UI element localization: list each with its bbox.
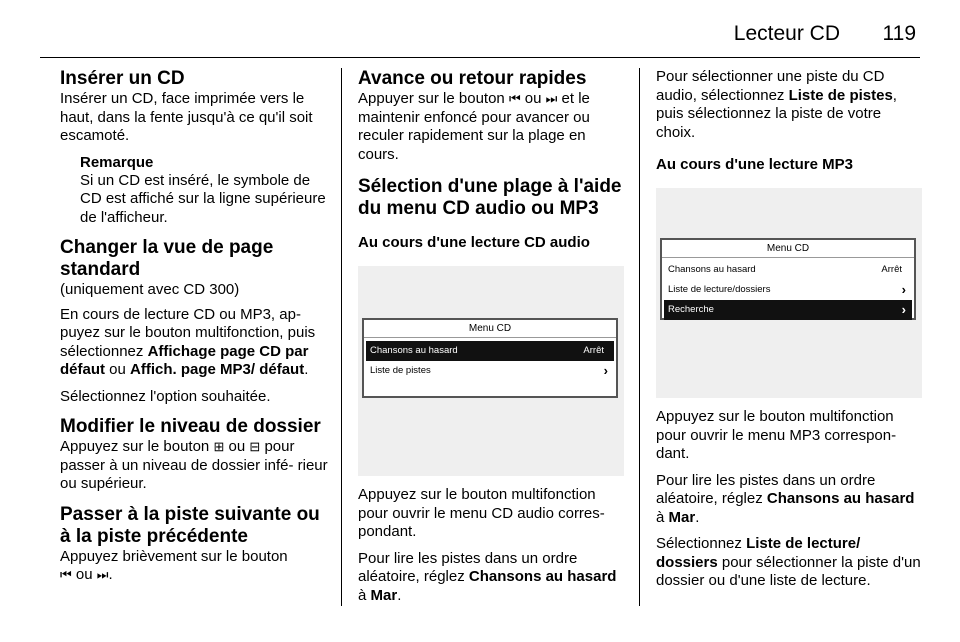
cd-menu-display: [362, 318, 618, 398]
paragraph-open-mp3-menu: Appuyez sur le bouton multifonction pour ouvrir le menu MP3 correspon- dant.: [656, 408, 897, 462]
menu-title: Menu CD: [662, 240, 914, 258]
heading-mp3: Au cours d'une lecture MP3: [656, 156, 853, 173]
cd-menu-screenshot: [358, 266, 624, 476]
chevron-right-icon: ›: [901, 282, 906, 297]
note-block: [80, 154, 332, 228]
column-3: [656, 68, 922, 591]
section-title: Lecteur CD: [733, 22, 840, 45]
heading-folder-level: Modifier le niveau de dossier: [60, 416, 321, 437]
column-divider: [639, 68, 640, 606]
heading-next-track: Passer à la piste suivante ou à la piste précédente: [60, 503, 320, 547]
heading-change-view: Changer la vue de page standard: [60, 237, 274, 280]
folder-down-icon: ⊟: [249, 439, 261, 454]
heading-insert-cd: Insérer un CD: [60, 68, 185, 89]
paragraph-change-view: En cours de lecture CD ou MP3, ap- puyez sur le bouton multifonction, puis sélectionnez Affichage page CD par défaut ou Affich. page MP3/ défaut.: [60, 305, 316, 378]
paragraph-random-mp3: Pour lire les pistes dans un ordre aléatoire, réglez Chansons au hasard à Mar.: [656, 471, 915, 526]
menu-row-random: Chansons au hasard Arrêt: [668, 264, 902, 275]
paragraph-insert-cd: Insérer un CD, face imprimée vers le haut, dans la fente jusqu'à ce qu'il soit escamoté.: [60, 90, 313, 144]
rewind-icon: ⏮: [508, 91, 521, 106]
menu-row-track-list: Liste de pistes ›: [366, 361, 614, 381]
header-rule: [40, 57, 920, 58]
paragraph-select-option: Sélectionnez l'option souhaitée.: [60, 387, 271, 405]
column-divider: [341, 68, 342, 606]
heading-fast-forward: Avance ou retour rapides: [358, 68, 587, 89]
menu-row-playlist: Liste de lecture/dossiers ›: [664, 280, 912, 300]
paragraph-fast-forward: Appuyer sur le bouton ⏮ ou ⏭ et le maintenir enfoncé pour avancer ou reculer rapidement sur la plage en cours.: [358, 90, 590, 163]
column-2: [358, 68, 624, 605]
menu-title: Menu CD: [364, 320, 616, 338]
page-header: [40, 18, 920, 60]
paragraph-select-track: Pour sélectionner une piste du CD audio, sélectionnez Liste de pistes, puis sélectionnez la piste de votre choix.: [656, 68, 897, 141]
paragraph-folder-level: Appuyez sur le bouton ⊞ ou ⊟ pour passer à un niveau de dossier infé- rieur ou supérieur.: [60, 438, 328, 492]
mp3-menu-display: [660, 238, 916, 320]
menu-row-search: Recherche ›: [664, 300, 912, 320]
chevron-right-icon: ›: [901, 302, 906, 317]
note-text: Si un CD est inséré, le symbole de CD est affiché sur la ligne supérieure de l'afficheur.: [80, 171, 326, 226]
paragraph-playlist: Sélectionnez Liste de lecture/ dossiers pour sélectionner la piste d'un dossier ou d'une liste de lecture.: [656, 535, 921, 589]
rewind-icon: ⏮: [60, 567, 72, 582]
heading-cd-audio: Au cours d'une lecture CD audio: [358, 234, 590, 251]
paragraph-open-cd-menu: Appuyez sur le bouton multifonction pour ouvrir le menu CD audio corres- pondant.: [358, 486, 605, 540]
chevron-right-icon: ›: [603, 363, 608, 378]
note-title: Remarque: [80, 153, 154, 171]
page-number: 119: [882, 22, 916, 45]
folder-up-icon: ⊞: [213, 439, 225, 454]
fastforward-icon: ⏭: [96, 567, 109, 582]
column-1: [60, 68, 332, 585]
paragraph-only-cd300: (uniquement avec CD 300): [60, 281, 240, 298]
mp3-menu-screenshot: [656, 188, 922, 398]
paragraph-next-track: Appuyez brièvement sur le bouton ⏮ ou ⏭.: [60, 547, 288, 583]
fastforward-icon: ⏭: [545, 91, 558, 106]
paragraph-random-cd: Pour lire les pistes dans un ordre aléatoire, réglez Chansons au hasard à Mar.: [358, 549, 617, 604]
menu-row-random: Chansons au hasard Arrêt: [366, 341, 614, 361]
heading-track-menu: Sélection d'une plage à l'aide du menu CD audio ou MP3: [358, 176, 622, 219]
